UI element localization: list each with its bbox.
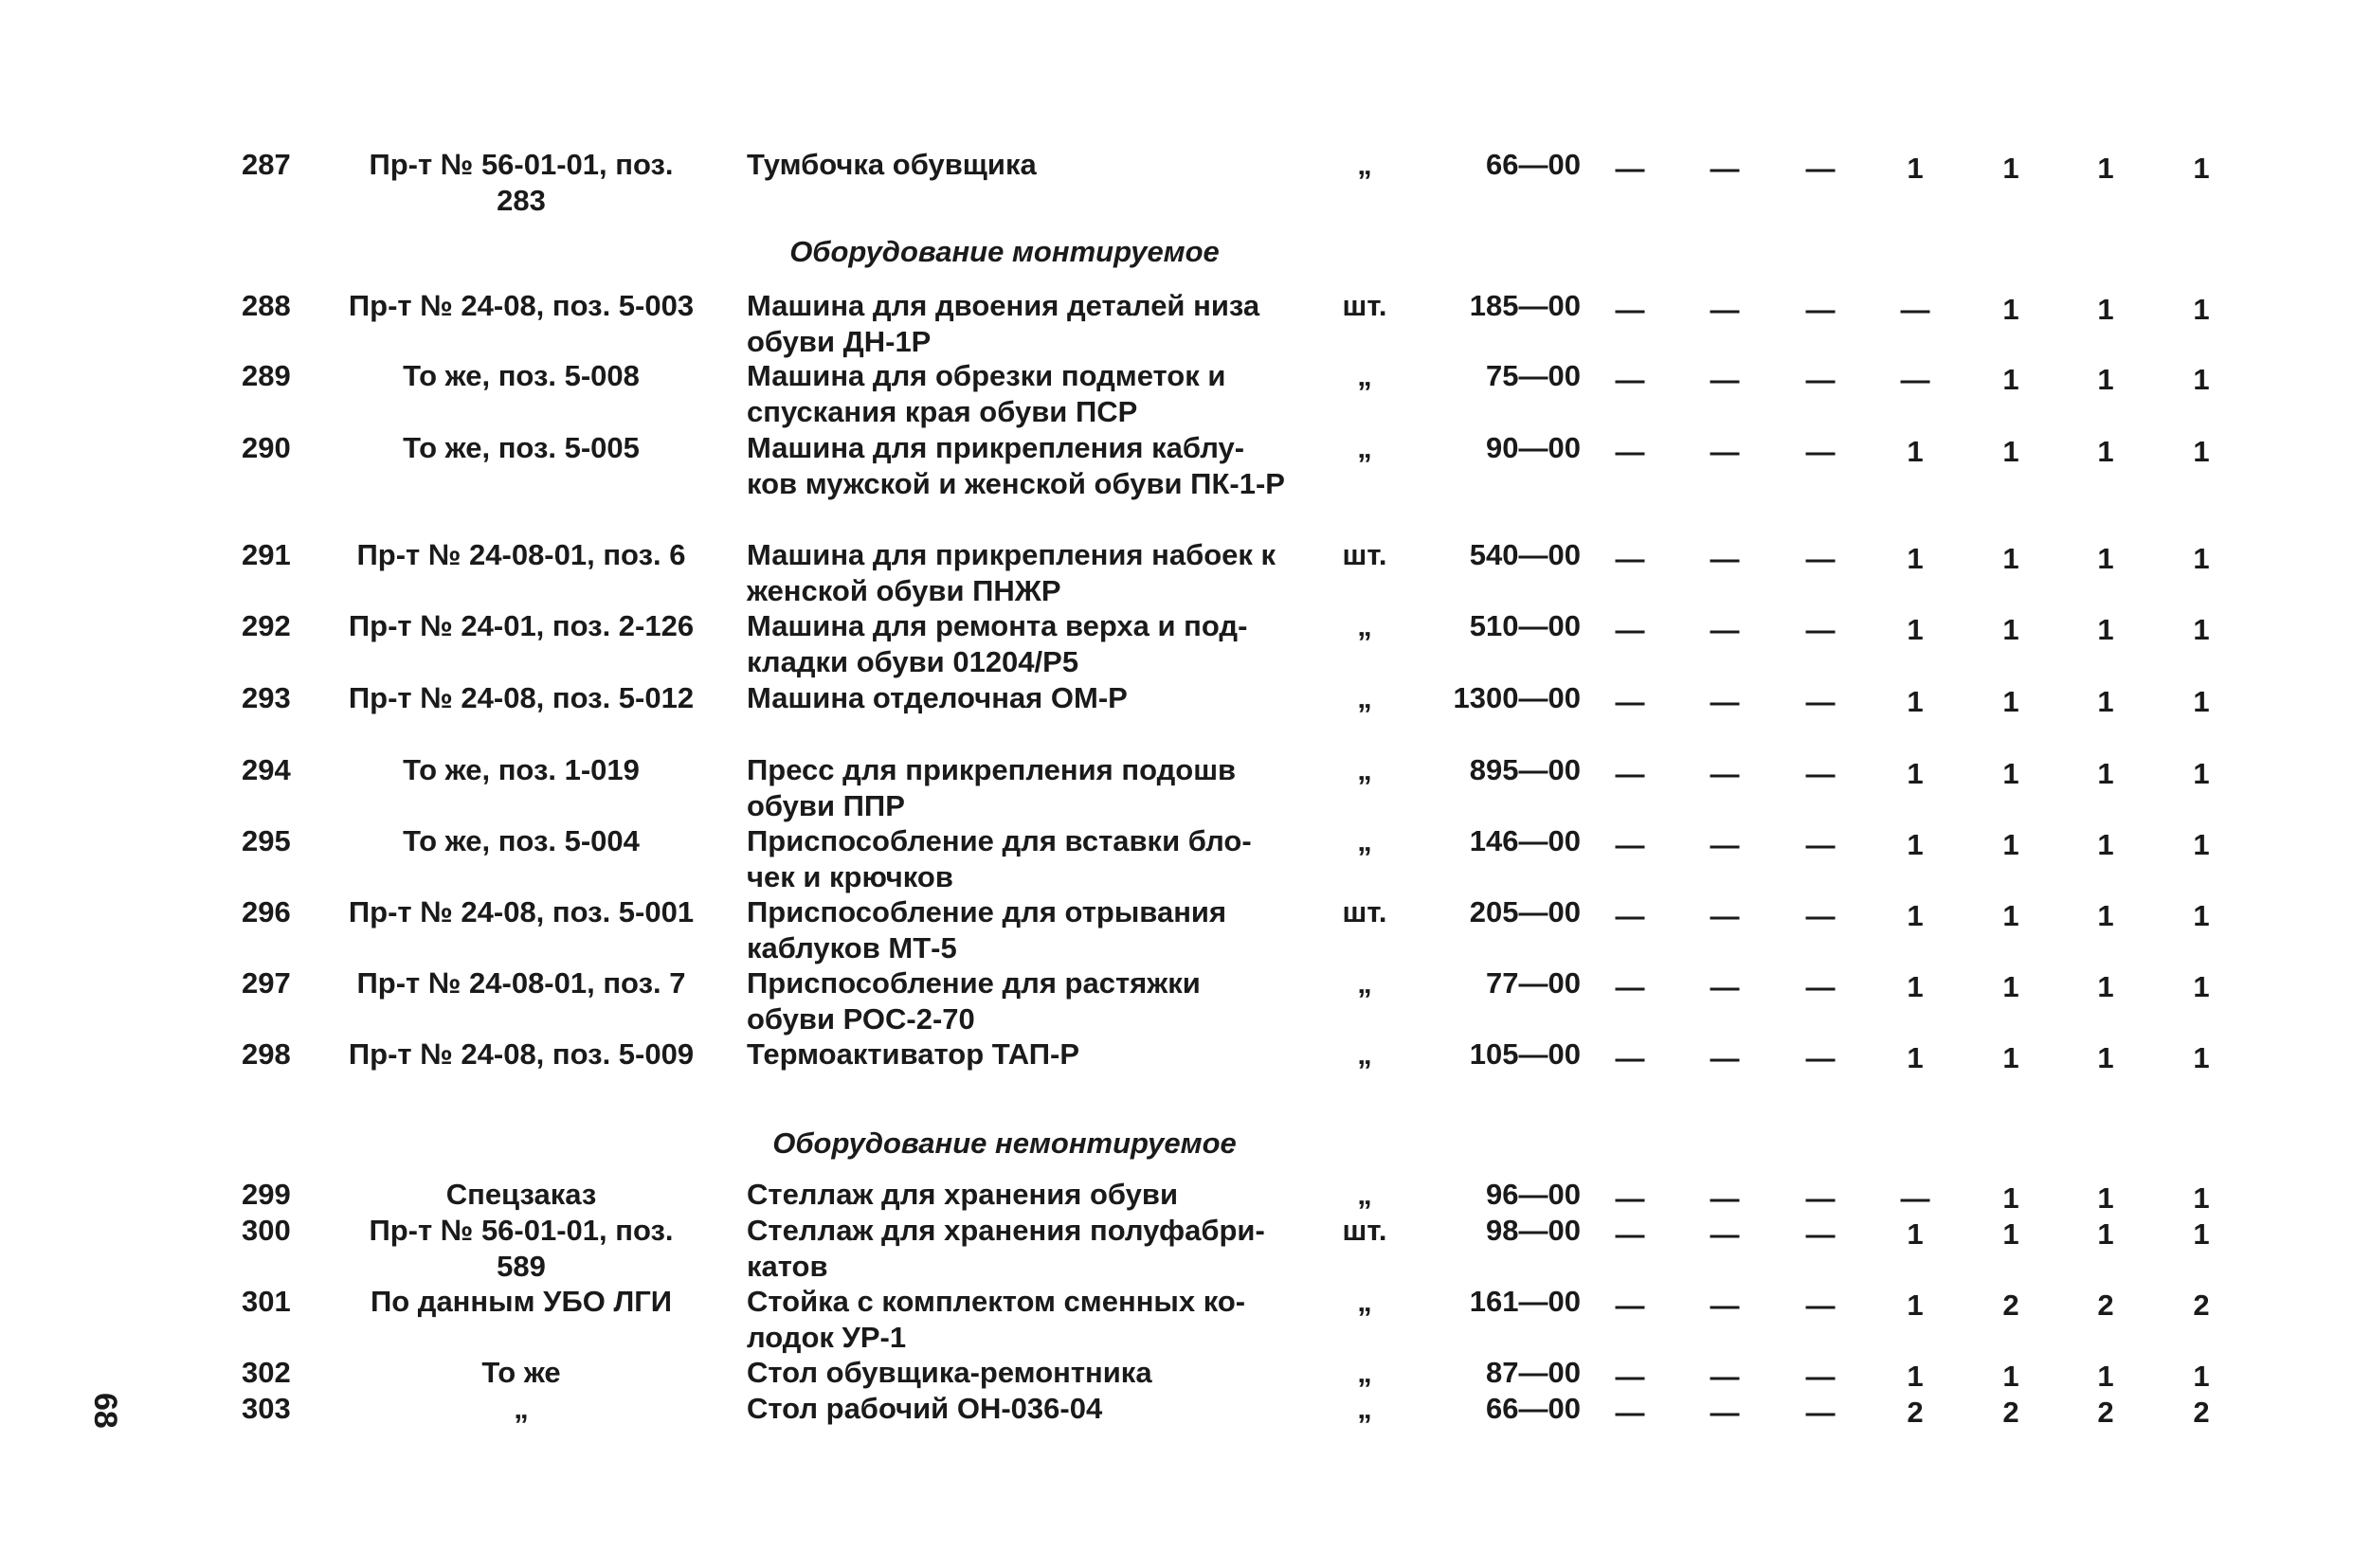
quantity-cell: — bbox=[1805, 1217, 1836, 1251]
item-unit: „ bbox=[1357, 1356, 1372, 1389]
quantity-cell: 1 bbox=[2097, 542, 2114, 575]
quantity-cell: 1 bbox=[2002, 757, 2019, 790]
item-unit: шт. bbox=[1342, 289, 1387, 322]
quantity-cell: 2 bbox=[2002, 1289, 2019, 1322]
item-name: Машина для двоения деталей низа обуви ДН-1Р bbox=[747, 289, 1260, 358]
quantity-cell: 1 bbox=[2193, 1360, 2210, 1393]
quantity-cell: — bbox=[1710, 685, 1740, 718]
quantity-cell: — bbox=[1805, 1289, 1836, 1322]
item-source: По данным УБО ЛГИ bbox=[370, 1285, 673, 1318]
quantity-cell: — bbox=[1615, 542, 1645, 575]
item-source: Пр-т № 24-08, поз. 5-003 bbox=[348, 289, 695, 322]
item-source: То же, поз. 5-004 bbox=[403, 824, 640, 857]
item-source: То же, поз. 5-008 bbox=[403, 359, 640, 392]
quantity-cell: — bbox=[1710, 293, 1740, 326]
quantity-cell: — bbox=[1805, 363, 1836, 396]
quantity-cell: 1 bbox=[2097, 293, 2114, 326]
item-price: 105—00 bbox=[1469, 1037, 1581, 1071]
quantity-cell: 1 bbox=[2193, 828, 2210, 861]
quantity-cell: 1 bbox=[1907, 1217, 1924, 1251]
quantity-cell: 1 bbox=[2193, 1041, 2210, 1074]
item-price: 96—00 bbox=[1486, 1178, 1581, 1211]
item-source: Пр-т № 56-01-01, поз. 283 bbox=[369, 148, 674, 217]
item-unit: „ bbox=[1357, 681, 1372, 714]
item-number: 288 bbox=[242, 289, 291, 322]
quantity-cell: 1 bbox=[2002, 363, 2019, 396]
quantity-cell: 1 bbox=[2002, 435, 2019, 468]
quantity-cell: 2 bbox=[2193, 1396, 2210, 1429]
item-name: Машина для прикрепления каблу- ков мужской и женской обуви ПК-1-Р bbox=[747, 431, 1285, 500]
quantity-cell: — bbox=[1615, 1360, 1645, 1393]
quantity-cell: — bbox=[1805, 1360, 1836, 1393]
item-number: 298 bbox=[242, 1037, 291, 1071]
item-number: 297 bbox=[242, 966, 291, 1000]
quantity-cell: — bbox=[1710, 970, 1740, 1003]
item-name: Машина для прикрепления набоек к женской обуви ПНЖР bbox=[747, 538, 1276, 607]
item-unit: „ bbox=[1357, 431, 1372, 464]
quantity-cell: — bbox=[1615, 828, 1645, 861]
quantity-cell: — bbox=[1900, 363, 1930, 396]
item-price: 205—00 bbox=[1469, 895, 1581, 928]
quantity-cell: — bbox=[1615, 757, 1645, 790]
item-price: 146—00 bbox=[1469, 824, 1581, 857]
quantity-cell: — bbox=[1805, 1041, 1836, 1074]
quantity-cell: 1 bbox=[2097, 899, 2114, 932]
item-price: 510—00 bbox=[1469, 609, 1581, 642]
quantity-cell: — bbox=[1805, 435, 1836, 468]
quantity-cell: — bbox=[1710, 757, 1740, 790]
item-name: Машина отделочная ОМ-Р bbox=[747, 681, 1128, 714]
quantity-cell: — bbox=[1710, 363, 1740, 396]
item-unit: „ bbox=[1357, 1037, 1372, 1071]
item-unit: „ bbox=[1357, 1178, 1372, 1211]
item-number: 300 bbox=[242, 1214, 291, 1247]
item-name: Стеллаж для хранения обуви bbox=[747, 1178, 1178, 1211]
quantity-cell: 1 bbox=[1907, 1360, 1924, 1393]
quantity-cell: — bbox=[1805, 828, 1836, 861]
item-unit: „ bbox=[1357, 1285, 1372, 1318]
quantity-cell: — bbox=[1710, 1360, 1740, 1393]
item-price: 895—00 bbox=[1469, 753, 1581, 786]
quantity-cell: 1 bbox=[2002, 828, 2019, 861]
item-source: То же, поз. 1-019 bbox=[403, 753, 640, 786]
quantity-cell: 1 bbox=[1907, 1289, 1924, 1322]
quantity-cell: — bbox=[1805, 293, 1836, 326]
section-heading-mounted: Оборудование монтируемое bbox=[789, 235, 1220, 268]
item-name: Стол обувщика-ремонтника bbox=[747, 1356, 1152, 1389]
quantity-cell: — bbox=[1710, 1041, 1740, 1074]
quantity-cell: 1 bbox=[1907, 1041, 1924, 1074]
quantity-cell: 1 bbox=[2002, 899, 2019, 932]
item-name: Машина для ремонта верха и под- кладки обуви 01204/Р5 bbox=[747, 609, 1248, 678]
item-name: Пресс для прикрепления подошв обуви ППР bbox=[747, 753, 1237, 822]
item-price: 98—00 bbox=[1486, 1214, 1581, 1247]
item-unit: „ bbox=[1357, 753, 1372, 786]
item-name: Стеллаж для хранения полуфабри- катов bbox=[747, 1214, 1265, 1283]
item-unit: „ bbox=[1357, 824, 1372, 857]
quantity-cell: 1 bbox=[1907, 757, 1924, 790]
item-number: 302 bbox=[242, 1356, 291, 1389]
quantity-cell: 2 bbox=[2097, 1289, 2114, 1322]
quantity-cell: 1 bbox=[2193, 970, 2210, 1003]
quantity-cell: 1 bbox=[2002, 613, 2019, 646]
item-unit: шт. bbox=[1342, 895, 1387, 928]
item-number: 299 bbox=[242, 1178, 291, 1211]
quantity-cell: 2 bbox=[1907, 1396, 1924, 1429]
quantity-cell: — bbox=[1615, 685, 1645, 718]
item-number: 289 bbox=[242, 359, 291, 392]
quantity-cell: — bbox=[1710, 435, 1740, 468]
quantity-cell: 1 bbox=[1907, 152, 1924, 185]
quantity-cell: 1 bbox=[2193, 152, 2210, 185]
quantity-cell: 1 bbox=[1907, 899, 1924, 932]
quantity-cell: — bbox=[1805, 685, 1836, 718]
quantity-cell: — bbox=[1710, 828, 1740, 861]
quantity-cell: 1 bbox=[2002, 1041, 2019, 1074]
quantity-cell: 1 bbox=[2002, 1360, 2019, 1393]
quantity-cell: — bbox=[1805, 757, 1836, 790]
quantity-cell: 1 bbox=[2097, 1181, 2114, 1215]
item-price: 87—00 bbox=[1486, 1356, 1581, 1389]
quantity-cell: — bbox=[1710, 1217, 1740, 1251]
quantity-cell: — bbox=[1615, 363, 1645, 396]
quantity-cell: 1 bbox=[2193, 1181, 2210, 1215]
quantity-cell: — bbox=[1900, 1181, 1930, 1215]
item-name: Приспособление для растяжки обуви РОС-2-70 bbox=[747, 966, 1201, 1036]
item-price: 66—00 bbox=[1486, 1392, 1581, 1425]
item-number: 296 bbox=[242, 895, 291, 928]
quantity-cell: — bbox=[1805, 970, 1836, 1003]
item-price: 161—00 bbox=[1469, 1285, 1581, 1318]
quantity-cell: 1 bbox=[1907, 828, 1924, 861]
quantity-cell: — bbox=[1805, 899, 1836, 932]
item-price: 75—00 bbox=[1486, 359, 1581, 392]
quantity-cell: — bbox=[1615, 435, 1645, 468]
item-name: Машина для обрезки подметок и спускания края обуви ПСР bbox=[747, 359, 1226, 428]
quantity-cell: 1 bbox=[2097, 970, 2114, 1003]
item-unit: шт. bbox=[1342, 538, 1387, 571]
item-number: 293 bbox=[242, 681, 291, 714]
item-name: Приспособление для вставки бло- чек и крючков bbox=[747, 824, 1252, 893]
quantity-cell: 1 bbox=[2002, 970, 2019, 1003]
quantity-cell: 1 bbox=[1907, 970, 1924, 1003]
quantity-cell: 1 bbox=[2097, 1360, 2114, 1393]
quantity-cell: — bbox=[1615, 613, 1645, 646]
quantity-cell: — bbox=[1710, 613, 1740, 646]
quantity-cell: — bbox=[1805, 152, 1836, 185]
item-source: Пр-т № 24-08, поз. 5-012 bbox=[348, 681, 695, 714]
item-price: 90—00 bbox=[1486, 431, 1581, 464]
quantity-cell: — bbox=[1805, 613, 1836, 646]
quantity-cell: — bbox=[1615, 1289, 1645, 1322]
quantity-cell: 1 bbox=[1907, 435, 1924, 468]
item-price: 77—00 bbox=[1486, 966, 1581, 1000]
quantity-cell: 1 bbox=[2002, 1181, 2019, 1215]
quantity-cell: 1 bbox=[2002, 1217, 2019, 1251]
quantity-cell: 1 bbox=[2193, 613, 2210, 646]
quantity-cell: — bbox=[1615, 1041, 1645, 1074]
quantity-cell: — bbox=[1805, 1396, 1836, 1429]
quantity-cell: 1 bbox=[2097, 363, 2114, 396]
item-number: 303 bbox=[242, 1392, 291, 1425]
quantity-cell: 1 bbox=[2193, 685, 2210, 718]
item-name: Термоактиватор ТАП-Р bbox=[747, 1037, 1080, 1071]
quantity-cell: 1 bbox=[2097, 613, 2114, 646]
quantity-cell: 1 bbox=[2097, 757, 2114, 790]
quantity-cell: — bbox=[1615, 152, 1645, 185]
item-price: 66—00 bbox=[1486, 148, 1581, 181]
item-unit: „ bbox=[1357, 1392, 1372, 1425]
quantity-cell: 1 bbox=[2097, 1217, 2114, 1251]
item-source: То же bbox=[481, 1356, 561, 1389]
quantity-cell: 1 bbox=[2193, 542, 2210, 575]
quantity-cell: — bbox=[1710, 542, 1740, 575]
quantity-cell: — bbox=[1710, 1289, 1740, 1322]
item-unit: „ bbox=[1357, 148, 1372, 181]
quantity-cell: — bbox=[1615, 970, 1645, 1003]
quantity-cell: 2 bbox=[2097, 1396, 2114, 1429]
quantity-cell: 1 bbox=[2193, 435, 2210, 468]
item-unit: „ bbox=[1357, 609, 1372, 642]
item-unit: шт. bbox=[1342, 1214, 1387, 1247]
quantity-cell: 2 bbox=[2002, 1396, 2019, 1429]
quantity-cell: — bbox=[1615, 1181, 1645, 1215]
item-source: Пр-т № 24-08, поз. 5-001 bbox=[348, 895, 695, 928]
quantity-cell: 2 bbox=[2193, 1289, 2210, 1322]
quantity-cell: — bbox=[1805, 1181, 1836, 1215]
item-name: Тумбочка обувщика bbox=[747, 148, 1037, 181]
quantity-cell: 1 bbox=[1907, 685, 1924, 718]
quantity-cell: — bbox=[1615, 1217, 1645, 1251]
item-source: То же, поз. 5-005 bbox=[403, 431, 640, 464]
item-number: 301 bbox=[242, 1285, 291, 1318]
item-source: Пр-т № 24-01, поз. 2-126 bbox=[348, 609, 695, 642]
item-number: 291 bbox=[242, 538, 291, 571]
quantity-cell: 1 bbox=[2002, 293, 2019, 326]
item-number: 294 bbox=[242, 753, 291, 786]
item-source: Спецзаказ bbox=[445, 1178, 597, 1211]
quantity-cell: — bbox=[1900, 293, 1930, 326]
item-price: 185—00 bbox=[1469, 289, 1581, 322]
quantity-cell: — bbox=[1710, 1396, 1740, 1429]
quantity-cell: 1 bbox=[2193, 1217, 2210, 1251]
quantity-cell: 1 bbox=[2097, 435, 2114, 468]
item-number: 290 bbox=[242, 431, 291, 464]
item-name: Стол рабочий ОН-036-04 bbox=[747, 1392, 1103, 1425]
quantity-cell: 1 bbox=[2193, 899, 2210, 932]
item-source: Пр-т № 56-01-01, поз. 589 bbox=[369, 1214, 674, 1283]
page-number: 68 bbox=[87, 1393, 123, 1429]
item-price: 1300—00 bbox=[1453, 681, 1581, 714]
item-name: Стойка с комплектом сменных ко- лодок УР-1 bbox=[747, 1285, 1246, 1354]
item-unit: „ bbox=[1357, 966, 1372, 1000]
quantity-cell: — bbox=[1710, 1181, 1740, 1215]
quantity-cell: 1 bbox=[2097, 828, 2114, 861]
item-source: „ bbox=[514, 1392, 529, 1425]
item-price: 540—00 bbox=[1469, 538, 1581, 571]
quantity-cell: — bbox=[1710, 152, 1740, 185]
quantity-cell: — bbox=[1615, 293, 1645, 326]
quantity-cell: 1 bbox=[2193, 363, 2210, 396]
quantity-cell: 1 bbox=[1907, 613, 1924, 646]
item-source: Пр-т № 24-08-01, поз. 7 bbox=[356, 966, 686, 1000]
quantity-cell: 1 bbox=[2193, 757, 2210, 790]
quantity-cell: — bbox=[1615, 899, 1645, 932]
quantity-cell: — bbox=[1615, 1396, 1645, 1429]
quantity-cell: — bbox=[1805, 542, 1836, 575]
item-number: 287 bbox=[242, 148, 291, 181]
item-name: Приспособление для отрывания каблуков МТ-5 bbox=[747, 895, 1227, 964]
item-number: 292 bbox=[242, 609, 291, 642]
item-number: 295 bbox=[242, 824, 291, 857]
quantity-cell: — bbox=[1710, 899, 1740, 932]
quantity-cell: 1 bbox=[2002, 542, 2019, 575]
item-source: Пр-т № 24-08, поз. 5-009 bbox=[348, 1037, 695, 1071]
item-source: Пр-т № 24-08-01, поз. 6 bbox=[356, 538, 686, 571]
quantity-cell: 1 bbox=[2097, 152, 2114, 185]
item-unit: „ bbox=[1357, 359, 1372, 392]
quantity-cell: 1 bbox=[2002, 685, 2019, 718]
quantity-cell: 1 bbox=[2097, 1041, 2114, 1074]
quantity-cell: 1 bbox=[1907, 542, 1924, 575]
quantity-cell: 1 bbox=[2002, 152, 2019, 185]
quantity-cell: 1 bbox=[2097, 685, 2114, 718]
section-heading-unmounted: Оборудование немонтируемое bbox=[772, 1126, 1237, 1160]
quantity-cell: 1 bbox=[2193, 293, 2210, 326]
